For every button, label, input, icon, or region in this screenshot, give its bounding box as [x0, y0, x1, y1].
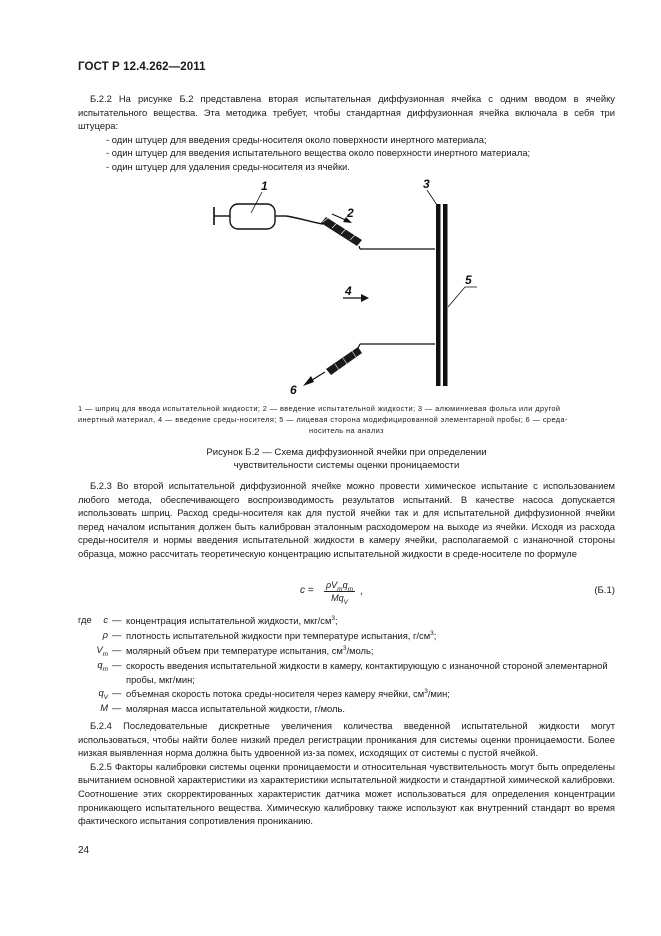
definition-symbol: $q_V$: [98, 687, 108, 701]
figure-label: 1: [261, 179, 268, 193]
intro-section: [78, 92, 615, 174]
diffusion-cell-diagram: [180, 172, 500, 407]
formula-lhs: c =: [300, 585, 314, 596]
figure-label: 4: [345, 284, 352, 298]
figure-title: [78, 447, 615, 472]
formula-b1: [78, 580, 615, 614]
definition-text: скорость введения испытательной жидкости в камеру, контактирующую с изнаночной стороной элементарной пробы, мкг/мин;: [126, 660, 608, 685]
definition-dash: —: [112, 644, 122, 655]
definition-symbol: c: [103, 614, 108, 625]
definition-dash: —: [112, 659, 122, 670]
formula-fraction: [324, 580, 355, 606]
definition-row: [78, 687, 615, 702]
definition-text: молярный объем при температуре испытания, $см^3$/моль;: [126, 644, 374, 656]
formula-comma: ,: [360, 586, 363, 597]
definition-row: [78, 614, 615, 629]
definition-dash: —: [112, 702, 122, 713]
formula-denominator: $Mq_V$: [331, 593, 348, 606]
figure-note-line: носитель на анализ: [309, 426, 384, 435]
definition-text: объемная скорость потока среды-носителя через камеру ячейки, $см^3$/мин;: [126, 687, 450, 699]
definition-text: плотность испытательной жидкости при температуре испытания, $г/см^3$;: [126, 629, 437, 641]
definition-dash: —: [112, 687, 122, 698]
figure-title-line: Рисунок Б.2 — Схема диффузионной ячейки при определении: [206, 447, 487, 458]
paragraph-b23: Б.2.3 Во второй испытательной диффузионной ячейке можно провести химическое испытание с использованием любого метода, обеспечивающего воспроизводимость результатов испытаний. В качестве насоса допускается использовать шприц. Расход среды-носителя как для пустой ячейки так и для испытательной диффузионной ячейки перед началом испытания должен быть калиброван эталонным расходомером на выходе из ячейки. Исходя из расхода среды-носителя и нормы введения испытательной жидкости в камеру ячейки, располагаемой с изнаночной стороны образца, можно рассчитать теоретическую концентрацию испытательной жидкости в среде-носителе по формуле: [78, 480, 615, 559]
formula-numerator: $\rho V_mq_m$: [326, 580, 354, 593]
definition-symbol: ρ: [102, 629, 108, 640]
definition-symbol: $V_m$: [96, 644, 108, 658]
paragraph-b24: Б.2.4 Последовательные дискретные увеличения количества введенной испытательной жидкости могут использоваться, чтобы найти более низкий предел регистрации проникания для системы оценки проницаемости. Более низкая выявленная норма должна быть удвоенной из-за помех, исходящих от системы с пустой ячейкой.: [78, 720, 615, 759]
definition-symbol: M: [100, 702, 108, 713]
foil-and-sample: [427, 190, 477, 386]
page-header-title: ГОСТ Р 12.4.262—2011: [78, 61, 206, 73]
definition-row: [78, 629, 615, 644]
definitions-list: [78, 614, 615, 717]
definition-dash: —: [112, 629, 122, 640]
syringe: [214, 192, 323, 229]
figure-label: 2: [347, 206, 354, 220]
figure-title-line: чувствительности системы оценки проницаемости: [233, 459, 460, 471]
list-item: - один штуцер для удаления среды-носителя из ячейки.: [106, 160, 350, 172]
definition-row: [78, 659, 615, 687]
definition-text: концентрация испытательной жидкости, мкг/$см^3$;: [126, 614, 338, 626]
figure-label: 6: [290, 383, 297, 397]
section-b24-b25: [78, 719, 615, 828]
paragraph-b22: Б.2.2 На рисунке Б.2 представлена вторая испытательная диффузионная ячейка с одним вводом в ячейку испытательного вещества. Эта методика требует, чтобы стандартная диффузионная ячейка включала в себя три штуцера:: [78, 93, 615, 132]
definition-row: [78, 644, 615, 659]
paragraph-b25: Б.2.5 Факторы калибровки системы оценки проницаемости и относительная чувствительность могут быть определены вычитанием основной характеристики из характеристики испытательной жидкости и стандартной химической калибровки. Соотношение этих скорректированных характеристик датчика может использоваться для определения концентрации проникающего испытательного вещества. Химическую калибровку также используют как внутренний стандарт во время фактического испытания сопротивления прониканию.: [78, 760, 615, 827]
figure-label: 5: [465, 273, 472, 287]
figure-note-line: инертный материал, 4 — введение среды-носителя; 5 — лицевая сторона модифицированной элементарной пробы; 6 — среда-: [78, 415, 568, 424]
where-label: где: [78, 614, 92, 625]
formula-number: (Б.1): [594, 585, 615, 596]
definition-row: [78, 702, 615, 717]
definition-symbol: $q_m$: [97, 659, 108, 673]
figure-note-line: 1 — шприц для ввода испытательной жидкости; 2 — введение испытательной жидкости; 3 — алюминиевая фольга или другой: [78, 404, 561, 413]
definition-text: молярная масса испытательной жидкости, г/моль.: [126, 703, 346, 714]
figure-label: 3: [423, 177, 430, 191]
page-number: 24: [78, 845, 90, 856]
figure-notes: [78, 403, 615, 436]
section-b23: [78, 479, 615, 561]
inlet-fitting-test-liquid: [321, 217, 435, 249]
outlet-fitting-carrier: [303, 344, 435, 386]
list-item: - один штуцер для введения среды-носителя около поверхности инертного материала;: [106, 133, 487, 145]
list-item: - один штуцер для введения испытательного вещества около поверхности инертного материала;: [106, 147, 531, 159]
definition-dash: —: [112, 614, 122, 625]
